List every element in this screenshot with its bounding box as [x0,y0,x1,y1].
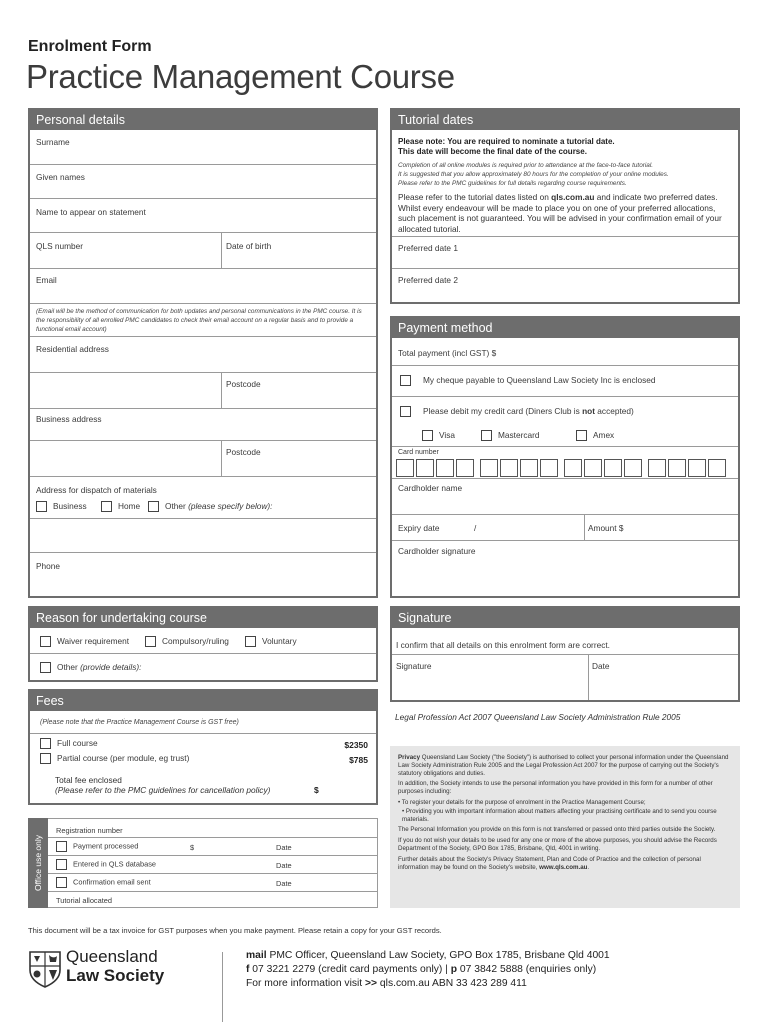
amount-label: Amount $ [588,523,624,533]
full-course-checkbox[interactable] [40,738,51,749]
logo-line-1: Queensland [66,947,158,966]
amount-field[interactable] [632,518,736,536]
given-names-field[interactable] [30,182,376,198]
signature-date-label: Date [592,661,610,671]
mastercard-checkbox[interactable] [481,430,492,441]
phone-label: Phone [36,561,60,571]
preferred-date-2-label: Preferred date 2 [398,275,458,285]
dispatch-business-checkbox[interactable] [36,501,47,512]
qls-number-field[interactable] [30,252,220,268]
full-course-option[interactable]: Full course [40,738,98,749]
card-digit-box[interactable] [648,459,666,477]
form-pretitle: Enrolment Form [28,38,152,55]
payment-processed-checkbox[interactable] [56,841,67,852]
reason-other-option[interactable]: Other (provide details): [40,662,141,673]
waiver-checkbox[interactable] [40,636,51,647]
surname-label: Surname [36,137,70,147]
contact-web: For more information visit >> qls.com.au ABN 33 423 289 411 [246,978,527,989]
total-fee-label: Total fee enclosed (Please refer to the PMC guidelines for cancellation policy) [55,775,271,795]
total-fee-dollar: $ [314,785,319,795]
reason-other-checkbox[interactable] [40,662,51,673]
logo-line-2: Law Society [66,966,165,985]
compulsory-option[interactable]: Compulsory/ruling [145,636,229,647]
dob-label: Date of birth [226,241,272,251]
confirmation-email-checkbox[interactable] [56,877,67,888]
total-fee-field[interactable] [322,779,372,795]
tutorial-allocated-label: Tutorial allocated [56,896,113,905]
card-digit-box[interactable] [436,459,454,477]
total-payment-label: Total payment (incl GST) $ [398,348,497,358]
qls-number-label: QLS number [36,241,84,251]
processed-date-label: Date [276,843,292,852]
processed-dollar: $ [190,843,195,852]
expiry-date-label: Expiry date [398,523,440,533]
email-field[interactable] [30,285,376,301]
card-number-boxes[interactable] [396,459,736,477]
card-digit-box[interactable] [480,459,498,477]
cardholder-signature-label: Cardholder signature [398,546,476,556]
card-digit-box[interactable] [668,459,686,477]
amex-checkbox[interactable] [576,430,587,441]
legislation-reference: Legal Profession Act 2007 Queensland Law Society Administration Rule 2005 [395,712,681,722]
compulsory-checkbox[interactable] [145,636,156,647]
partial-course-checkbox[interactable] [40,753,51,764]
card-digit-box[interactable] [584,459,602,477]
dispatch-other-checkbox[interactable] [148,501,159,512]
phone-field[interactable] [30,572,376,594]
card-digit-box[interactable] [688,459,706,477]
dispatch-business-option[interactable]: Business [36,501,87,512]
payment-processed-option[interactable]: Payment processed [56,841,138,852]
signature-panel [390,606,740,702]
email-label: Email [36,275,57,285]
total-payment-field[interactable] [512,344,732,360]
tutorial-dates-panel: Tutorial dates Please note: You are required to nominate a tutorial date. This date will become the final date of the course. Completion of all online modules is required prior to attendance at the face-to-face tutorial. It is suggested that you allow approximately 80 hours for the completion of your online modules. Please refer to the PMC guidelines for full details regarding course requirements. Please refer to the tutorial dates listed on qls.com.au and indicate two preferred dates. Whilst every endeavour will be made to place you on one of your preferred allocations, such placement is not guaranteed. You will be advised in your confirmation email of your allocated tutorial. Preferred date 1 Preferred date 2 [390,108,740,304]
credit-card-checkbox[interactable] [400,406,411,417]
card-digit-box[interactable] [564,459,582,477]
business-address-field[interactable] [30,424,376,476]
card-digit-box[interactable] [500,459,518,477]
office-use-tab: Office use only [28,818,48,908]
visa-checkbox[interactable] [422,430,433,441]
card-number-label: Card number [398,449,439,456]
cardholder-name-field[interactable] [392,494,738,514]
payment-method-heading: Payment method [392,318,738,338]
fees-heading: Fees [30,691,376,711]
qls-crest-icon [28,950,62,988]
preferred-date-1-label: Preferred date 1 [398,243,458,253]
email-note: (Email will be the method of communication for both updates and personal communications in the PMC course. It is the responsibility of all enrolled PMC candidates to check their email account on a regular basis and to provide a functional email account) [36,308,362,333]
given-names-label: Given names [36,172,85,182]
footer-divider [222,952,223,1022]
privacy-website-link[interactable]: www.qls.com.au [539,863,588,871]
signature-label: Signature [396,661,432,671]
waiver-option[interactable]: Waiver requirement [40,636,129,647]
dispatch-home-checkbox[interactable] [101,501,112,512]
name-statement-field[interactable] [30,218,376,232]
qls-logo [28,947,198,990]
residential-address-label: Residential address [36,344,109,354]
gst-invoice-note: This document will be a tax invoice for GST purposes when you make payment. Please retain a copy for your GST records. [28,926,442,935]
expiry-date-field[interactable] [444,518,584,536]
privacy-statement: Privacy Queensland Law Society ("the Society") is authorised to collect your personal information under the Queensland Law Society Administration Rule 2005 and the Legal Profession Act 2007 for the purpose of carrying out the Society's statutory obligations and duties. In addition, the Society intends to use the personal information you have provided in this form for a number of other purposes including: • To register your details for the purpose of enrolment in the Practice Management Course; • Providing you with important information about matters affecting your practising certificate and to send you course materials. The Personal Information you provide on this form is not transferred or passed onto third parties outside the Society. If you do not wish your details to be used for any one or more of the above purposes, you should advise the Records Department of the Society, GPO Box 1785, Brisbane, Qld, 4001 in writing. Further details about the Society's Privacy Statement, Plan and Code of Practice and the collection of personal information may be found on the Society's website, www.qls.com.au. [390,746,740,908]
personal-details-heading: Personal details [30,110,376,130]
card-digit-box[interactable] [520,459,538,477]
cardholder-signature-field[interactable] [392,556,738,594]
signature-date-field[interactable] [590,670,738,698]
dispatch-home-option[interactable]: Home [101,501,140,512]
entered-database-option[interactable]: Entered in QLS database [56,859,156,870]
card-digit-box[interactable] [604,459,622,477]
entered-date-label: Date [276,861,292,870]
card-digit-box[interactable] [624,459,642,477]
preferred-date-1-field[interactable] [392,253,738,268]
partial-course-option[interactable]: Partial course (per module, eg trust) [40,753,189,764]
gst-free-note: (Please note that the Practice Management Course is GST free) [40,719,239,726]
voluntary-option[interactable]: Voluntary [245,636,297,647]
signature-field[interactable] [392,670,586,698]
office-use-panel [48,818,378,908]
reason-heading: Reason for undertaking course [30,608,376,628]
dispatch-other-field[interactable] [30,520,376,550]
confirmation-email-option[interactable]: Confirmation email sent [56,877,151,888]
tutorial-dates-heading: Tutorial dates [392,110,738,130]
page-title: Practice Management Course [26,58,455,95]
qls-link[interactable]: qls.com.au [551,192,595,202]
card-digit-box[interactable] [416,459,434,477]
mastercard-option[interactable]: Mastercard [481,430,540,441]
tutorial-instructions: Please refer to the tutorial dates listed on qls.com.au and indicate two preferred dates. Whilst every endeavour will be made to place you on one of your preferred allocations, such placement is not guaranteed. You will be advised in your confirmation email of your allocated tutorial. [398,192,722,234]
signature-heading: Signature [392,608,738,628]
cheque-checkbox[interactable] [400,375,411,386]
cheque-option[interactable]: My cheque payable to Queensland Law Society Inc is enclosed [400,375,655,386]
preferred-date-2-field[interactable] [392,285,738,302]
dispatch-other-option[interactable]: Other (please specify below): [148,501,272,512]
reason-panel [28,606,378,682]
personal-details-panel [28,108,378,598]
full-course-price: $2350 [344,740,368,750]
card-digit-box[interactable] [540,459,558,477]
registration-number-label: Registration number [56,826,123,835]
residential-address-field[interactable] [30,355,376,407]
dispatch-address-label: Address for dispatch of materials [36,485,157,495]
business-postcode-label: Postcode [226,447,261,457]
card-digit-box[interactable] [396,459,414,477]
partial-course-price: $785 [349,755,368,765]
confirmation-date-label: Date [276,879,292,888]
confirm-statement: I confirm that all details on this enrolment form are correct. [396,640,610,650]
credit-card-option[interactable]: Please debit my credit card (Diners Club is not accepted) [400,406,634,417]
visa-option[interactable]: Visa [422,430,455,441]
payment-method-panel [390,316,740,598]
card-digit-box[interactable] [708,459,726,477]
expiry-slash: / [474,523,477,533]
contact-phone: f 07 3221 2279 (credit card payments only) | p 07 3842 5888 (enquiries only) [246,964,597,975]
residential-postcode-label: Postcode [226,379,261,389]
fees-panel [28,689,378,805]
voluntary-checkbox[interactable] [245,636,256,647]
cardholder-name-label: Cardholder name [398,483,463,493]
contact-mail: mail PMC Officer, Queensland Law Society, GPO Box 1785, Brisbane Qld 4001 [246,950,610,961]
surname-field[interactable] [30,150,376,168]
dob-field[interactable] [222,252,376,268]
entered-database-checkbox[interactable] [56,859,67,870]
name-statement-label: Name to appear on statement [36,207,146,217]
card-digit-box[interactable] [456,459,474,477]
footer-website[interactable]: qls.com.au ABN 33 423 289 411 [377,978,527,989]
amex-option[interactable]: Amex [576,430,614,441]
business-address-label: Business address [36,414,102,424]
